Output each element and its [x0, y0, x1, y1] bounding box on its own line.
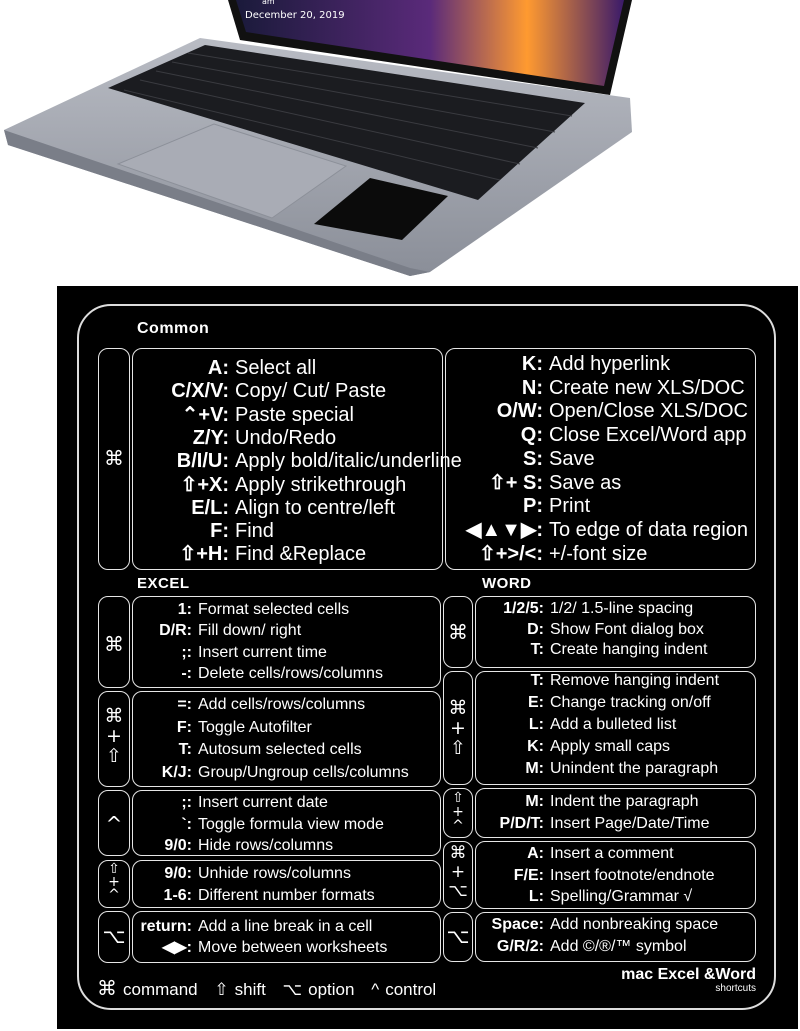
- section-common: Common: [137, 320, 210, 337]
- shortcut-row: [57, 520, 757, 542]
- shortcut-description: Save: [549, 447, 595, 470]
- shortcut-description: Indent the paragraph: [550, 793, 699, 810]
- shortcut-key: A:: [527, 845, 544, 862]
- shortcut-description: Insert current date: [198, 794, 328, 811]
- shortcut-description: Hide rows/columns: [198, 837, 334, 854]
- shortcut-row: [57, 376, 757, 403]
- shortcut-description: Group/Ungroup cells/columns: [198, 764, 409, 782]
- shortcut-description: Format selected cells: [198, 601, 350, 618]
- shortcut-row: [57, 642, 757, 660]
- shortcut-key: M:: [525, 760, 544, 777]
- shortcut-description: Insert current time: [198, 643, 327, 661]
- shortcut-key: -:: [181, 664, 192, 682]
- shortcut-key: ◀▶:: [162, 939, 192, 956]
- brand-title: mac Excel &Word: [621, 966, 756, 983]
- shortcut-key: ⌃+V:: [181, 403, 229, 426]
- shortcut-key: F:: [210, 520, 229, 543]
- shortcut-key: 1-6:: [163, 886, 192, 904]
- shortcut-description: Open/Close XLS/DOC: [549, 400, 748, 423]
- laptop-illustration: [0, 0, 800, 285]
- shortcut-key: 9/0:: [164, 837, 192, 854]
- shortcut-key: ⇧+H:: [179, 543, 229, 566]
- shortcut-row: [57, 400, 757, 426]
- shortcut-key: ⇧+ S:: [489, 471, 543, 494]
- shortcut-description: Unindent the paragraph: [550, 760, 719, 777]
- shift-icon: ⇧: [214, 980, 229, 999]
- shortcut-row: [57, 739, 757, 757]
- shortcut-description: Show Font dialog box: [550, 620, 704, 638]
- shortcut-description: Align to centre/left: [235, 496, 396, 519]
- shortcut-description: Apply small caps: [550, 738, 671, 755]
- shortcut-description: Add a line break in a cell: [198, 918, 373, 935]
- shortcut-key: =:: [177, 696, 192, 713]
- shortcut-row: [57, 544, 757, 566]
- shortcut-description: Create hanging indent: [550, 641, 708, 659]
- shortcut-key: M:: [525, 793, 544, 810]
- shortcut-description: Apply bold/italic/underline: [235, 450, 462, 473]
- shortcut-description: Toggle formula view mode: [198, 815, 384, 833]
- shortcut-description: Undo/Redo: [235, 426, 337, 449]
- shortcut-row: [57, 846, 757, 864]
- shortcut-key: F/E:: [513, 866, 544, 884]
- shortcut-row: [57, 353, 757, 379]
- shortcut-sticker: [57, 286, 798, 1029]
- shift-control-icon: ⇧ + ^: [452, 790, 464, 834]
- shortcut-key: D:: [527, 620, 544, 638]
- shortcut-description: Insert a comment: [550, 845, 674, 862]
- command-shift-icon: ⌘ + ⇧: [104, 705, 124, 767]
- shortcut-row: [57, 620, 757, 644]
- shortcut-key: T:: [530, 641, 544, 659]
- modifier-legend: [97, 976, 442, 1001]
- option-icon: ⌥: [102, 924, 126, 948]
- screen-date: December 20, 2019: [245, 10, 345, 21]
- shortcut-key: L:: [528, 888, 544, 905]
- brand-subtitle: shortcuts: [715, 983, 756, 994]
- shortcut-description: To edge of data region: [549, 518, 749, 541]
- shortcut-key: 1:: [177, 601, 192, 618]
- shortcut-key: B/I/U:: [176, 450, 229, 473]
- shortcut-key: ⇧+>/<:: [478, 542, 543, 565]
- shortcut-row: [57, 865, 757, 886]
- shortcut-description: Change tracking on/off: [550, 694, 711, 711]
- shortcut-row: [57, 794, 757, 812]
- shortcut-description: Add a bulleted list: [550, 716, 677, 733]
- shortcut-row: [57, 601, 757, 619]
- shortcut-description: Add hyperlink: [549, 353, 671, 375]
- brand-label: [621, 966, 756, 994]
- shortcut-description: Find &Replace: [235, 543, 367, 566]
- shortcut-key: A:: [207, 357, 229, 379]
- shortcut-key: S:: [523, 447, 543, 470]
- shortcut-row: [57, 886, 757, 907]
- control-icon: ^: [105, 812, 123, 836]
- shortcut-description: Add ©/®/™ symbol: [550, 938, 687, 955]
- shortcut-description: Unhide rows/columns: [198, 865, 351, 882]
- shortcut-key: return:: [140, 918, 192, 935]
- shortcut-key: O/W:: [496, 400, 543, 423]
- shortcut-row: [57, 760, 757, 782]
- shortcut-key: K/J:: [161, 764, 192, 782]
- shortcut-row: [57, 717, 757, 735]
- shortcut-key: K:: [521, 353, 543, 375]
- shortcut-key: E/L:: [191, 496, 229, 519]
- command-shift-icon: ⌘ + ⇧: [448, 697, 468, 759]
- shortcut-description: Find: [235, 520, 274, 543]
- shortcut-key: 9/0:: [164, 865, 192, 882]
- shortcut-key: Z/Y:: [192, 426, 229, 449]
- shortcut-key: Space:: [491, 916, 544, 933]
- shortcut-description: 1/2/ 1.5-line spacing: [550, 600, 694, 617]
- shortcut-description: Add cells/rows/columns: [198, 696, 366, 713]
- shortcut-key: ◀▲▼▶:: [465, 518, 543, 541]
- screen-time: am: [262, 0, 275, 6]
- shortcut-key: 1/2/5:: [503, 600, 544, 617]
- shortcut-row: [57, 939, 757, 957]
- legend-control: control: [385, 980, 437, 999]
- shortcut-key: K:: [527, 738, 544, 755]
- command-icon: ⌘: [97, 978, 117, 1000]
- shortcut-description: Save as: [549, 471, 622, 494]
- shortcut-description: Delete cells/rows/columns: [198, 664, 383, 682]
- laptop-photo: [0, 0, 800, 285]
- command-icon: ⌘: [448, 620, 468, 644]
- legend-option: option: [308, 980, 355, 999]
- option-icon: ⌥: [446, 924, 470, 948]
- shortcut-description: Paste special: [235, 403, 354, 426]
- command-option-icon: ⌘ + ⌥: [448, 843, 468, 901]
- shortcut-key: T:: [178, 741, 192, 759]
- section-excel: EXCEL: [137, 575, 190, 592]
- shortcut-description: Autosum selected cells: [198, 741, 362, 759]
- shift-control-icon: ⇧ + ^: [108, 861, 120, 903]
- shortcut-row: [57, 446, 757, 471]
- shortcut-description: +/-font size: [549, 542, 648, 565]
- shortcut-key: G/R/2:: [496, 938, 544, 955]
- shortcut-description: Spelling/Grammar √: [550, 888, 693, 905]
- control-icon: ^: [371, 980, 380, 999]
- shortcut-key: T:: [530, 672, 544, 689]
- shortcut-description: Insert footnote/endnote: [550, 866, 715, 884]
- shortcut-key: F:: [176, 718, 192, 736]
- shortcut-description: Insert Page/Date/Time: [550, 814, 710, 832]
- shortcut-key: D/R:: [159, 622, 192, 640]
- shortcut-row: [57, 425, 757, 447]
- shortcut-key: `:: [181, 815, 192, 833]
- shortcut-description: Copy/ Cut/ Paste: [235, 380, 387, 403]
- shortcut-key: P/D/T:: [499, 814, 544, 832]
- option-icon: ⌥: [282, 980, 303, 999]
- shortcut-description: Add nonbreaking space: [550, 916, 719, 933]
- shortcut-description: Apply strikethrough: [235, 473, 407, 496]
- shortcut-row: [57, 673, 757, 691]
- shortcut-description: Different number formats: [198, 886, 375, 904]
- shortcut-description: Close Excel/Word app: [549, 424, 747, 447]
- shortcut-description: Print: [549, 495, 591, 518]
- shortcut-key: ;:: [181, 643, 192, 661]
- shortcut-row: [57, 496, 757, 518]
- shortcut-description: Select all: [235, 357, 317, 379]
- shortcut-key: L:: [528, 716, 544, 733]
- shortcut-key: C/X/V:: [171, 380, 229, 403]
- command-icon: ⌘: [104, 632, 124, 656]
- section-word: WORD: [482, 575, 532, 592]
- shortcut-key: Q:: [520, 424, 543, 447]
- legend-command: command: [123, 980, 198, 999]
- shortcut-row: [57, 917, 757, 935]
- shortcut-description: Create new XLS/DOC: [549, 376, 745, 399]
- command-icon: ⌘: [104, 446, 124, 470]
- shortcut-row: [57, 812, 757, 836]
- shortcut-key: ;:: [181, 794, 192, 811]
- shortcut-key: N:: [521, 376, 543, 399]
- shortcut-description: Remove hanging indent: [550, 672, 720, 689]
- shortcut-key: P:: [523, 495, 543, 518]
- shortcut-key: ⇧+X:: [180, 473, 229, 496]
- shortcut-row: [57, 695, 757, 713]
- shortcut-description: Fill down/ right: [198, 622, 302, 640]
- shortcut-description: Toggle Autofilter: [198, 718, 312, 736]
- shortcut-row: [57, 473, 757, 495]
- shortcut-description: Move between worksheets: [198, 939, 388, 956]
- shortcut-key: E:: [528, 694, 544, 711]
- legend-shift: shift: [234, 980, 266, 999]
